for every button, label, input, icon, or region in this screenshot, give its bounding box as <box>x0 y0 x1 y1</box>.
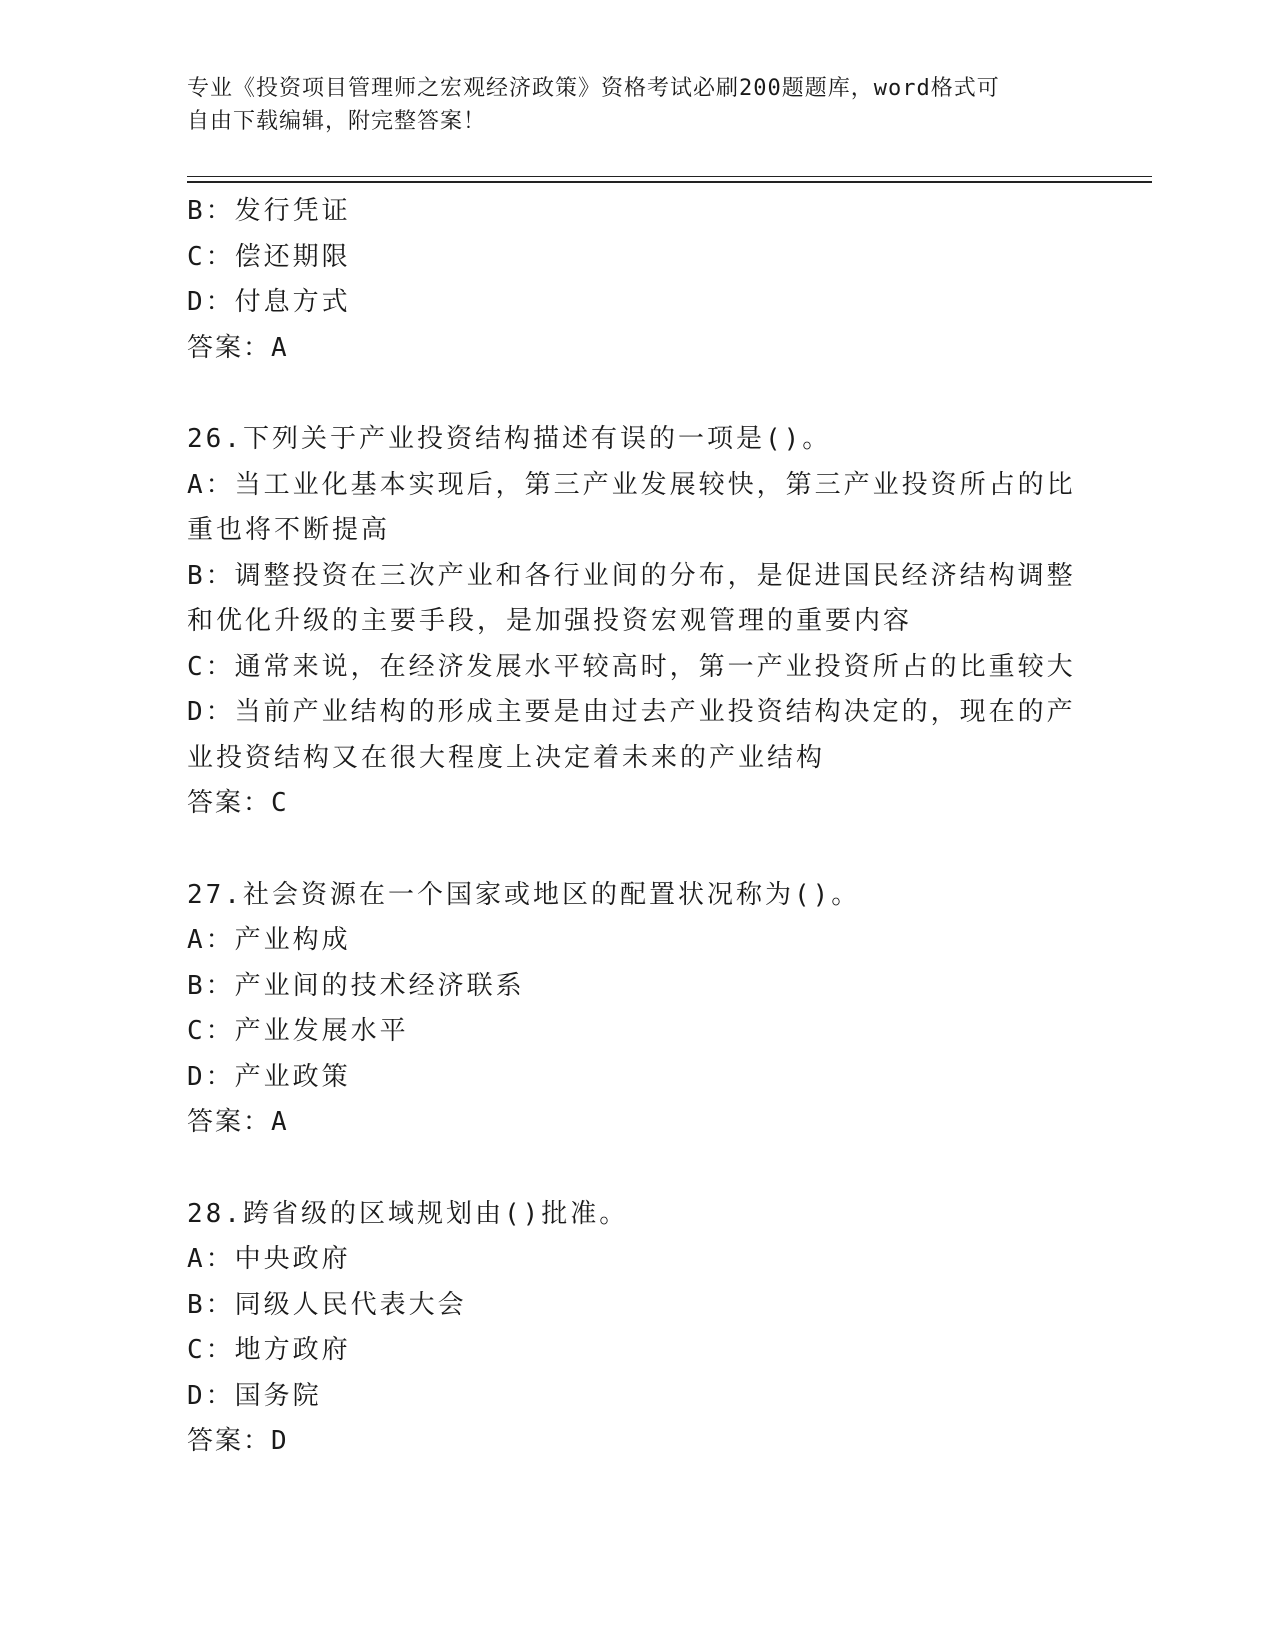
header-divider-thin <box>187 176 1152 177</box>
option-a-line-1: A：当工业化基本实现后，第三产业发展较快，第三产业投资所占的比 <box>187 469 1076 500</box>
answer: 答案：A <box>187 332 289 363</box>
option-a-line-2: 重也将不断提高 <box>187 515 391 545</box>
option-b: B：产业间的技术经济联系 <box>187 970 525 1001</box>
question-stem: 28.跨省级的区域规划由()批准。 <box>187 1198 629 1229</box>
document-header <box>187 72 1067 138</box>
spacer <box>187 1146 1087 1192</box>
option-d: D：产业政策 <box>187 1061 351 1092</box>
question-stem: 26.下列关于产业投资结构描述有误的一项是()。 <box>187 424 832 454</box>
option-c: C：地方政府 <box>187 1335 351 1365</box>
option-d: D：国务院 <box>187 1380 322 1411</box>
answer: 答案：A <box>187 1107 289 1137</box>
answer: 答案：D <box>187 1426 289 1456</box>
option-b: B：同级人民代表大会 <box>187 1289 467 1320</box>
option-a: A：中央政府 <box>187 1244 351 1274</box>
option-d-line-2: 业投资结构又在很大程度上决定着未来的产业结构 <box>187 742 826 773</box>
question-27 <box>187 873 1087 1146</box>
header-divider-thick <box>187 181 1152 183</box>
question-26 <box>187 417 1087 827</box>
option-a: A：产业构成 <box>187 925 351 955</box>
option-c: C：产业发展水平 <box>187 1016 409 1046</box>
option-b-line-1: B：调整投资在三次产业和各行业间的分布，是促进国民经济结构调整 <box>187 560 1076 591</box>
spacer <box>187 827 1087 873</box>
question-25-tail <box>187 189 1087 371</box>
answer: 答案：C <box>187 788 289 818</box>
header-line-2: 自由下载编辑，附完整答案！ <box>187 109 487 134</box>
document-body <box>187 189 1087 1465</box>
option-d-line-1: D：当前产业结构的形成主要是由过去产业投资结构决定的，现在的产 <box>187 697 1076 727</box>
option-c: C：偿还期限 <box>187 241 351 272</box>
option-c: C：通常来说，在经济发展水平较高时，第一产业投资所占的比重较大 <box>187 651 1076 682</box>
option-d: D：付息方式 <box>187 287 351 317</box>
option-b-line-2: 和优化升级的主要手段，是加强投资宏观管理的重要内容 <box>187 606 913 636</box>
header-line-1: 专业《投资项目管理师之宏观经济政策》资格考试必刷200题题库，word格式可 <box>187 76 1000 101</box>
question-stem: 27.社会资源在一个国家或地区的配置状况称为()。 <box>187 879 861 910</box>
option-b: B：发行凭证 <box>187 196 351 226</box>
question-28 <box>187 1192 1087 1465</box>
spacer <box>187 371 1087 417</box>
